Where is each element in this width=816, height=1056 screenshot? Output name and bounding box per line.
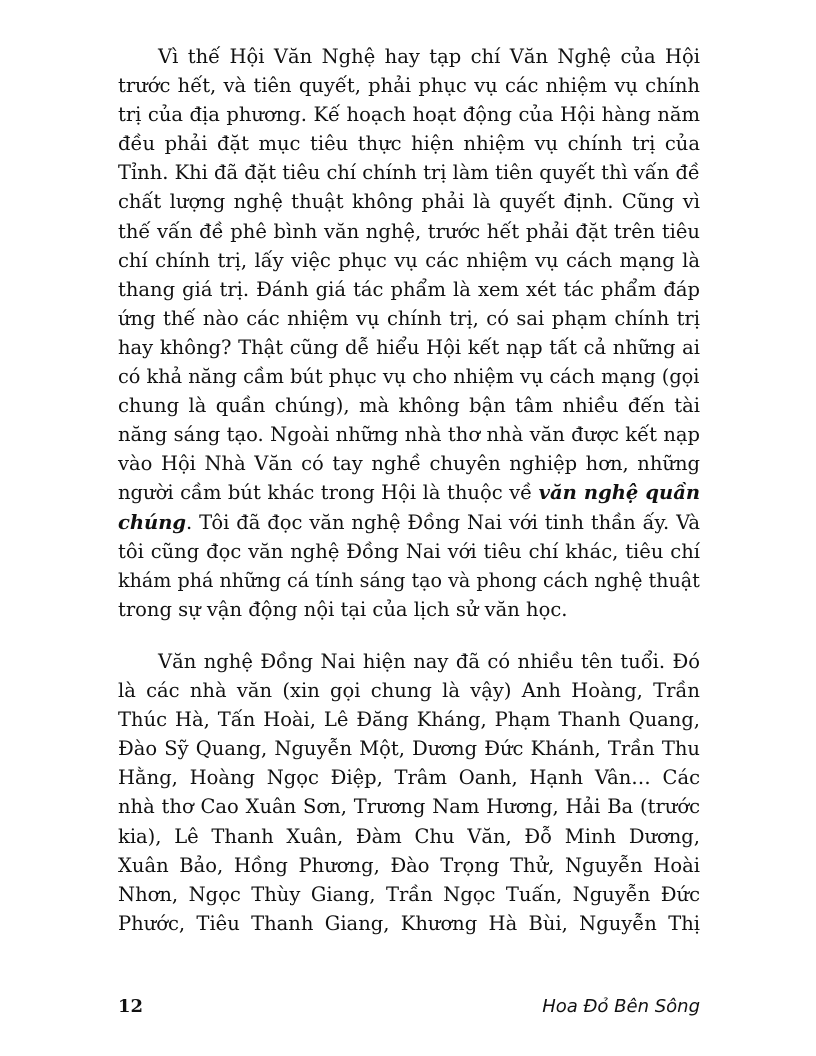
paragraph-line: chất lượng nghệ thuật không phải là quyết định. Cũng vì	[118, 190, 700, 214]
paragraph-line: có khả năng cầm bút phục vụ cho nhiệm vụ cách mạng (gọi	[118, 365, 700, 389]
paragraph-line: vào Hội Nhà Văn có tay nghề chuyên nghiệp hơn, những	[118, 452, 700, 476]
paragraph-line: trước hết, và tiên quyết, phải phục vụ các nhiệm vụ chính	[118, 74, 700, 98]
paragraph-line: Hằng, Hoàng Ngọc Điệp, Trâm Oanh, Hạnh Vân… Các	[118, 766, 700, 790]
line-text: người cầm bút khác trong Hội là thuộc về	[118, 481, 539, 505]
paragraph-line: Xuân Bảo, Hồng Phương, Đào Trọng Thử, Nguyễn Hoài	[118, 853, 700, 877]
paragraph-line: Nhơn, Ngọc Thùy Giang, Trần Ngọc Tuấn, Nguyễn Đức	[118, 882, 700, 906]
paragraph-1	[118, 42, 700, 624]
paragraph-line: khám phá những cá tính sáng tạo và phong cách nghệ thuật	[118, 568, 700, 592]
paragraph-line	[118, 508, 700, 537]
paragraph-line: năng sáng tạo. Ngoài những nhà thơ nhà văn được kết nạp	[118, 423, 700, 447]
paragraph-line: Phước, Tiêu Thanh Giang, Khương Hà Bùi, Nguyễn Thị	[118, 911, 700, 935]
paragraph-line: chí chính trị, lấy việc phục vụ các nhiệm vụ cách mạng là	[118, 248, 700, 272]
paragraph-line: chung là quần chúng), mà không bận tâm nhiều đến tài	[118, 394, 700, 418]
paragraph-line: trong sự vận động nội tại của lịch sử văn học.	[118, 597, 568, 621]
line-text: . Tôi đã đọc văn nghệ Đồng Nai với tinh thần ấy. Và	[186, 510, 700, 534]
paragraph-line: là các nhà văn (xin gọi chung là vậy) Anh Hoàng, Trần	[118, 679, 700, 703]
page-footer	[118, 996, 700, 1024]
emphasized-term: chúng	[118, 510, 187, 534]
paragraph-2	[118, 647, 700, 938]
running-title: Hoa Đỏ Bên Sông	[542, 996, 700, 1017]
paragraph-line: trị của địa phương. Kế hoạch hoạt động của Hội hàng năm	[118, 103, 700, 127]
paragraph-line: thế vấn đề phê bình văn nghệ, trước hết phải đặt trên tiêu	[118, 219, 700, 243]
paragraph-line: Tỉnh. Khi đã đặt tiêu chí chính trị làm tiên quyết thì vấn đề	[118, 161, 700, 185]
page-number: 12	[118, 996, 144, 1017]
paragraph-line: Vì thế Hội Văn Nghệ hay tạp chí Văn Nghệ của Hội	[158, 45, 700, 68]
paragraph-line: Đào Sỹ Quang, Nguyễn Một, Dương Đức Khánh, Trần Thu	[118, 737, 700, 761]
paragraph-line: hay không? Thật cũng dễ hiểu Hội kết nạp tất cả những ai	[118, 335, 700, 359]
paragraph-line: thang giá trị. Đánh giá tác phẩm là xem xét tác phẩm đáp	[118, 277, 700, 301]
paragraph-line: kia), Lê Thanh Xuân, Đàm Chu Văn, Đỗ Minh Dương,	[118, 824, 700, 848]
paragraph-line: tôi cũng đọc văn nghệ Đồng Nai với tiêu chí khác, tiêu chí	[118, 539, 700, 563]
emphasized-term: văn nghệ quần	[538, 481, 701, 505]
paragraph-line: ứng thế nào các nhiệm vụ chính trị, có sai phạm chính trị	[118, 306, 700, 330]
paragraph-line: nhà thơ Cao Xuân Sơn, Trương Nam Hương, Hải Ba (trước	[118, 795, 700, 819]
paragraph-line	[118, 478, 700, 507]
paragraph-line: Văn nghệ Đồng Nai hiện nay đã có nhiều tên tuổi. Đó	[158, 650, 700, 673]
paragraph-line: Thúc Hà, Tấn Hoài, Lê Đăng Kháng, Phạm Thanh Quang,	[118, 708, 700, 732]
paragraph-line: đều phải đặt mục tiêu thực hiện nhiệm vụ chính trị của	[118, 132, 700, 156]
